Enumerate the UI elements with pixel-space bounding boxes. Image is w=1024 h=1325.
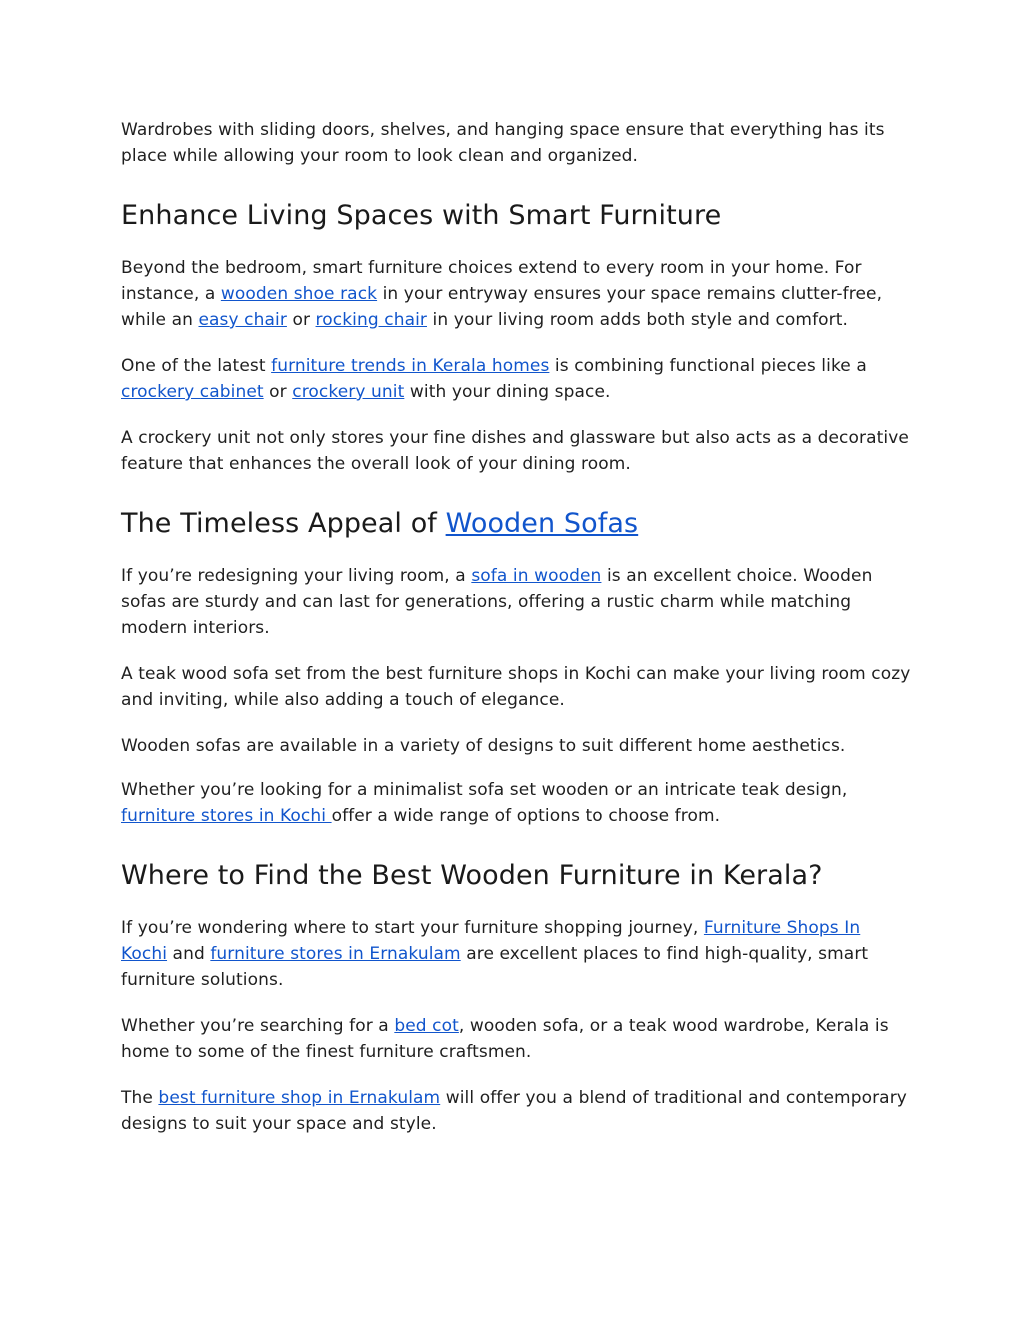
text-span: If you’re redesigning your living room, a (121, 566, 472, 586)
intro-paragraph: Wardrobes with sliding doors, shelves, and hanging space ensure that everything has its place while allowing your room to look clean and organized. (121, 120, 885, 166)
text-span: in your entryway ensures your space remains clutter-free, while an (121, 284, 883, 330)
link-bed-cot[interactable]: bed cot (394, 1016, 459, 1036)
text-span: offer a wide range of options to choose from. (331, 806, 721, 826)
text-span: is an excellent choice. Wooden sofas are sturdy and can last for generations, offering a rustic charm while matching modern interiors. (121, 566, 873, 638)
paragraph-redesigning-living-room (121, 563, 911, 641)
paragraph-shopping-journey (121, 915, 911, 993)
link-crockery-unit[interactable]: crockery unit (292, 382, 405, 402)
link-sofa-in-wooden[interactable]: sofa in wooden (471, 566, 602, 586)
paragraph-minimalist-sofa (121, 777, 911, 829)
link-wooden-sofas[interactable]: Wooden Sofas (445, 508, 639, 539)
paragraph-sofa-variety: Wooden sofas are available in a variety of designs to suit different home aesthetics. (121, 736, 846, 756)
paragraph-furniture-trends (121, 353, 911, 405)
link-crockery-cabinet[interactable]: crockery cabinet (121, 382, 264, 402)
text-span: or (263, 382, 293, 402)
text-span: are excellent places to find high-quality, smart furniture solutions. (121, 944, 869, 990)
text-span: in your living room adds both style and comfort. (427, 310, 849, 330)
text-span: One of the latest (121, 356, 272, 376)
text-span: Whether you’re looking for a minimalist sofa set wooden or an intricate teak design, (121, 780, 848, 800)
link-furniture-stores-kochi[interactable]: furniture stores in Kochi (121, 806, 332, 826)
text-span: or (286, 310, 316, 330)
text-span: is combining functional pieces like a (549, 356, 867, 376)
text-span: If you’re wondering where to start your furniture shopping journey, (121, 918, 704, 938)
text-span: Beyond the bedroom, smart furniture choices extend to every room in your home. For instance, a (121, 258, 862, 304)
paragraph-best-shop-ernakulam (121, 1085, 911, 1137)
section-heading-wooden-sofas (121, 507, 911, 541)
link-furniture-stores-ernakulam[interactable]: furniture stores in Ernakulam (210, 944, 461, 964)
link-furniture-shops-kochi[interactable]: Furniture Shops In Kochi (121, 918, 861, 964)
link-furniture-trends-kerala[interactable]: furniture trends in Kerala homes (271, 356, 550, 376)
link-best-furniture-shop-ernakulam[interactable]: best furniture shop in Ernakulam (158, 1088, 441, 1108)
text-span: with your dining space. (404, 382, 611, 402)
text-span: The (121, 1088, 159, 1108)
text-span: and (167, 944, 211, 964)
section-heading-best-wooden-furniture: Where to Find the Best Wooden Furniture in Kerala? (121, 860, 823, 891)
paragraph-teak-sofa-set: A teak wood sofa set from the best furniture shops in Kochi can make your living room cozy and inviting, while also adding a touch of elegance. (121, 664, 911, 710)
link-rocking-chair[interactable]: rocking chair (315, 310, 427, 330)
paragraph-crockery-unit: A crockery unit not only stores your fine dishes and glassware but also acts as a decorative feature that enhances the overall look of your dining room. (121, 428, 909, 474)
heading-text: The Timeless Appeal of (121, 508, 446, 539)
document-page (121, 117, 911, 1137)
paragraph-beyond-bedroom (121, 255, 911, 333)
link-wooden-shoe-rack[interactable]: wooden shoe rack (220, 284, 378, 304)
text-span: , wooden sofa, or a teak wood wardrobe, Kerala is home to some of the finest furniture craftsmen. (121, 1016, 889, 1062)
paragraph-bed-cot (121, 1013, 911, 1065)
text-span: will offer you a blend of traditional and contemporary designs to suit your space and style. (121, 1088, 907, 1134)
text-span: Whether you’re searching for a (121, 1016, 395, 1036)
section-heading-smart-furniture: Enhance Living Spaces with Smart Furniture (121, 200, 722, 231)
link-easy-chair[interactable]: easy chair (198, 310, 287, 330)
